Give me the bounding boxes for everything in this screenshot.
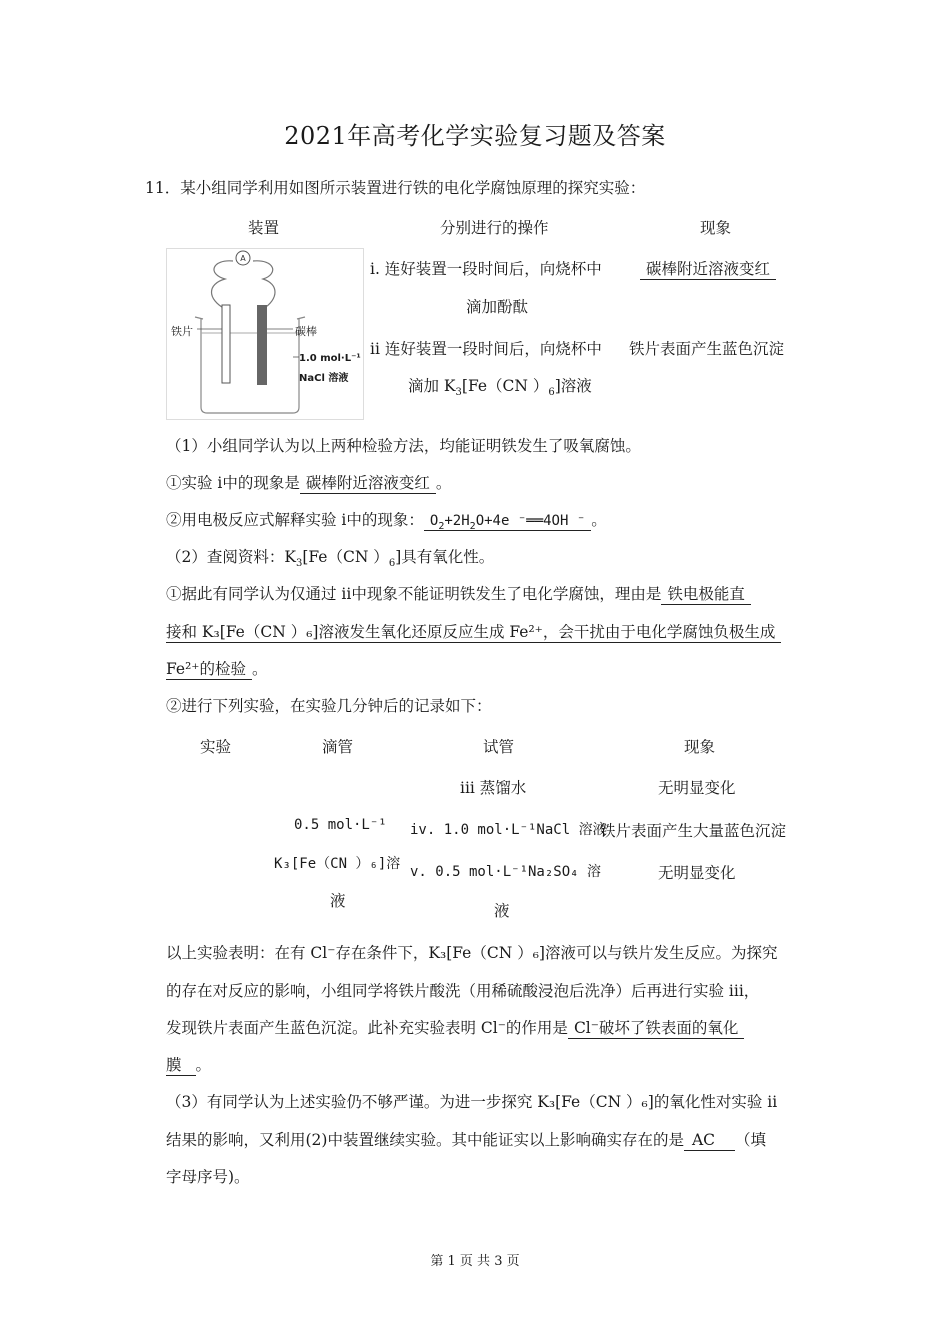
part3-line3: 字母序号)。 bbox=[166, 1168, 250, 1186]
conclusion-line3: 发现铁片表面产生蓝色沉淀。此补充实验表明 Cl⁻的作用是 Cl⁻破坏了铁表面的氧化 bbox=[166, 1016, 744, 1038]
question-intro: 11．某小组同学利用如图所示装置进行铁的电化学腐蚀原理的探究实验： bbox=[145, 179, 646, 197]
row1-operation: i. 连好装置一段时间后，向烧杯中 bbox=[370, 260, 602, 278]
part2-q2: ②进行下列实验，在实验几分钟后的记录如下： bbox=[166, 697, 492, 715]
part1-q1: ①实验 i中的现象是 碳棒附近溶液变红 。 bbox=[166, 474, 452, 492]
part1-q1-answer: 碳棒附近溶液变红 bbox=[300, 474, 436, 494]
part2-q1-line1: ①据此有同学认为仅通过 ii中现象不能证明铁发生了电化学腐蚀，理由是 铁电极能直 bbox=[166, 582, 751, 604]
part2-q1-line3: Fe²⁺的检验 。 bbox=[166, 660, 268, 678]
t2-row5-tube: v. 0.5 mol·L⁻¹Na₂SO₄ 溶 bbox=[410, 864, 602, 880]
part1-q2: ②用电极反应式解释实验 i中的现象： $O_2+2H_2O+4e$ ⁻══4OH ⁻ 。 bbox=[166, 511, 607, 532]
carbon-label: 碳棒 bbox=[295, 325, 317, 338]
t2-header-result: 现象 bbox=[684, 738, 716, 756]
part3-line1: （3）有同学认为上述实验仍不够严谨。为进一步探究 K₃[Fe（CN ）₆]的氧化性对实验 ii bbox=[166, 1093, 778, 1111]
row2-result: 铁片表面产生蓝色沉淀 bbox=[629, 340, 785, 358]
t1-header-apparatus: 装置 bbox=[248, 219, 280, 237]
row2-operation: ii 连好装置一段时间后，向烧杯中 bbox=[370, 340, 602, 358]
document-title: 2021年高考化学实验复习题及答案 bbox=[284, 122, 666, 150]
t2-dropper-l3: 液 bbox=[330, 892, 346, 910]
part1-q2-answer: $O_2+2H_2O+4e$ ⁻══4OH ⁻ bbox=[424, 513, 591, 531]
t2-dropper-l1: 0.5 mol·L⁻¹ bbox=[294, 817, 387, 833]
t2-row5-tube-cont: 液 bbox=[494, 902, 510, 920]
t2-row4-result: 铁片表面产生大量蓝色沉淀 bbox=[600, 822, 787, 840]
conclusion-line2: 的存在对反应的影响，小组同学将铁片酸洗（用稀硫酸浸泡后洗净）后再进行实验 iii， bbox=[166, 982, 760, 1000]
conclusion-line4: 膜 。 bbox=[166, 1056, 212, 1074]
part2-heading: （2）查阅资料：$K_3[Fe(CN$ ）$_6$]具有氧化性。 bbox=[166, 548, 495, 570]
row1-result: 碳棒附近溶液变红 bbox=[640, 257, 776, 279]
t1-header-operation: 分别进行的操作 bbox=[440, 219, 549, 237]
svg-text:A: A bbox=[240, 254, 246, 263]
row2-operation-cont: 滴加 $K_3[Fe(CN$ ）$_6$]溶液 bbox=[408, 377, 592, 399]
conc-label: 1.0 mol·L⁻¹ bbox=[299, 353, 361, 364]
t2-dropper-l2: K₃[Fe（CN ）₆]溶 bbox=[274, 856, 401, 872]
t1-header-result: 现象 bbox=[700, 219, 732, 237]
part2-q1-line2: 接和 K₃[Fe（CN ）₆]溶液发生氧化还原反应生成 Fe²⁺，会干扰由于电化学腐蚀负极生成 bbox=[166, 620, 781, 642]
t2-header-dropper: 滴管 bbox=[322, 738, 354, 756]
t2-header-tube: 试管 bbox=[483, 738, 515, 756]
part1-heading: （1）小组同学认为以上两种检验方法，均能证明铁发生了吸氧腐蚀。 bbox=[166, 437, 641, 455]
page-footer: 第 1 页 共 3 页 bbox=[430, 1254, 520, 1269]
iron-label: 铁片 bbox=[171, 325, 193, 338]
conclusion-line1: 以上实验表明：在有 Cl⁻存在条件下，K₃[Fe（CN ）₆]溶液可以与铁片发生反应。为探究 bbox=[166, 944, 778, 962]
apparatus-diagram bbox=[166, 248, 364, 420]
t2-row4-tube: iv. 1.0 mol·L⁻¹NaCl 溶液 bbox=[410, 822, 607, 838]
part3-line2: 结果的影响，又利用(2)中装置继续实验。其中能证实以上影响确实存在的是 AC （填 bbox=[166, 1131, 767, 1149]
beaker-illustration bbox=[167, 249, 363, 419]
row1-operation-cont: 滴加酚酞 bbox=[466, 298, 529, 316]
t2-row3-tube: iii 蒸馏水 bbox=[460, 779, 527, 797]
t2-row3-result: 无明显变化 bbox=[658, 779, 736, 797]
solution-label: NaCl 溶液 bbox=[299, 373, 349, 384]
t2-row5-result: 无明显变化 bbox=[658, 864, 736, 882]
t2-header-exp: 实验 bbox=[200, 738, 232, 756]
